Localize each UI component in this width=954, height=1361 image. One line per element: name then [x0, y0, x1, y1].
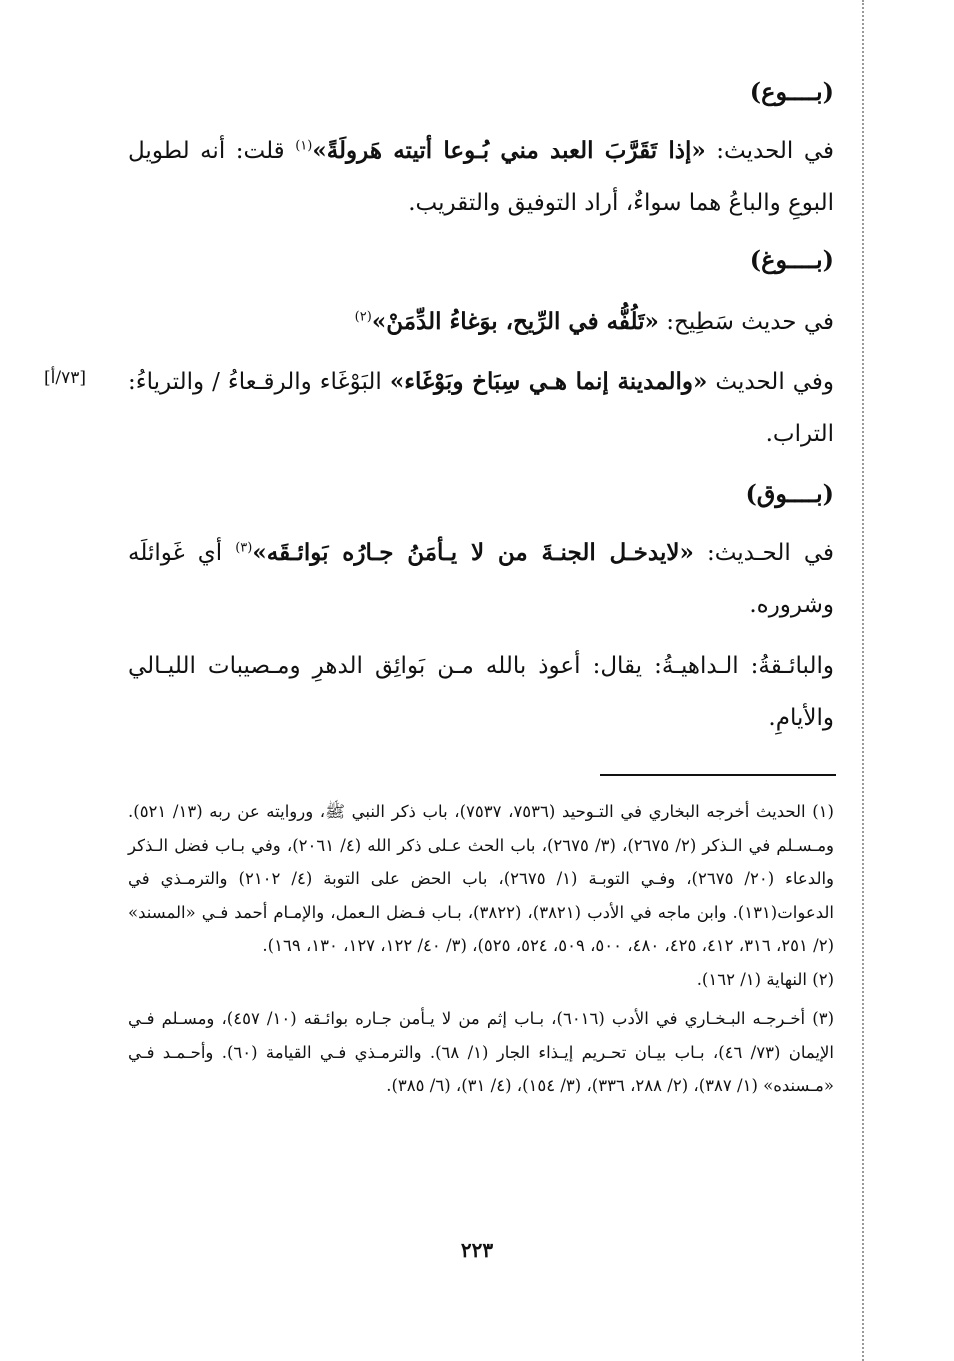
- paragraph-lead: في حديث سَطِيح:: [658, 309, 834, 335]
- paragraph-lead: في الحـديث:: [693, 540, 834, 566]
- footnote-2: (٢) النهاية (١/ ١٦٢).: [696, 969, 834, 989]
- hadith-quote: «لايدخـل الجنـةَ من لا يـأمَنُ جـارُه بَوائـقَه»: [252, 539, 694, 566]
- footnote-3: (٣) أخـرجـه البـخـاري في الأدب (٦٠١٦)، بـاب إثم من لا يـأمن جـاره بوائـقه (١٠/ ٤٥٧)، ومسـلم فـي الإيمان (٧٣/ ٤٦)، بـاب بيـان تحـريم إيـذاء الجار (١/ ٦٨). والترمـذي فـي القيامة (٦٠). وأحـمـد فـي «مـسنده» (١/ ٣٨٧)، (٢/ ٢٨٨، ٣٣٦)، (٣/ ١٥٤)، (٤/ ٣١)، (٦/ ٣٨٥).: [128, 1009, 835, 1095]
- hadith-quote: «إذا تَقَرَّبَ العبد مني بُـوعا أتيته هَرولَةً»: [312, 137, 706, 164]
- footnote-marker: (١): [295, 138, 313, 154]
- footnote-separator: [600, 774, 836, 776]
- page-number: ٢٢٣: [460, 1238, 494, 1262]
- paragraph-text: البَوْغَاء والرقـعاءُ / والترياءُ: التراب.: [128, 369, 834, 447]
- entry-paragraph: [128, 296, 834, 348]
- footnote-marker: (٣): [235, 540, 253, 556]
- entry-paragraph: [128, 640, 834, 744]
- footnote-1: (١) الحديث أخرجه البخاري في التـوحيد (٧٥٣٦، ٧٥٣٧)، باب ذكر النبي ﷺ، وروايته عن ربه (١٣/ ٥٢١). ومـسـلم في الـذكر (٢/ ٢٦٧٥)، (٣/ ٢٦٧٥)، باب الحث عـلى ذكر الله (٤/ ٢٠٦١)، وفي بـاب فضل الـذكر والدعاء (٢٠/ ٢٦٧٥)، وفـي التوبـة (١/ ٢٦٧٥)، باب الحض على التوبة (٤/ ٢١٠٢) والترمـذي في الدعوات(١٣١). وابن ماجه في الأدب (٣٨٢١)، (٣٨٢٢)، بـاب فـضل الـعمل، والإمـام أحمد فـي «المسند» (٢/ ٢٥١، ٣١٦، ٤١٢، ٤٢٥، ٤٨٠، ٥٠٠، ٥٠٩، ٥٢٤، ٥٢٥)، (٣/ ٤٠/ ١٢٢، ١٢٧، ١٣٠، ١٦٩).: [128, 802, 835, 955]
- footnote-marker: (٢): [354, 309, 372, 325]
- paragraph-text: أي غَوائلَه وشروره.: [128, 540, 834, 618]
- entry-paragraph: [128, 356, 834, 460]
- entry-paragraph: [128, 527, 834, 631]
- margin-folio-reference: [٧٣/أ]: [44, 368, 86, 388]
- paragraph-text: قلت: أنه لطويل البوعِ والباعُ هما سواءٌ، أراد التوفيق والتقريب.: [128, 138, 834, 216]
- binding-dotted-line: [862, 0, 864, 1361]
- hadith-quote: «والمدينة إنما هـي سِبَاخ وبَوْغَاء»: [389, 368, 708, 395]
- entry-heading-bwa: (بــــوع): [749, 77, 834, 106]
- entry-heading-bwgh: (بــــوغ): [749, 245, 834, 274]
- footnotes: [128, 795, 834, 1103]
- paragraph-lead: في الحديث:: [705, 138, 835, 164]
- entry-paragraph: [128, 125, 834, 229]
- paragraph-lead: وفي الحديث: [707, 369, 834, 395]
- paragraph-text: يقال: أعوذ بالله مـن بَوائِق الدهرِ ومـصيبات الليـالي والأيامِ.: [128, 653, 834, 731]
- hadith-quote: «تَلُفُّه في الرِّيح، بوَغاءُ الدِّمَنْ»: [371, 308, 659, 335]
- entry-heading-bwq: (بــــوق): [745, 479, 834, 508]
- paragraph-lead: والبائـقةُ: الـداهيـةُ:: [642, 653, 834, 679]
